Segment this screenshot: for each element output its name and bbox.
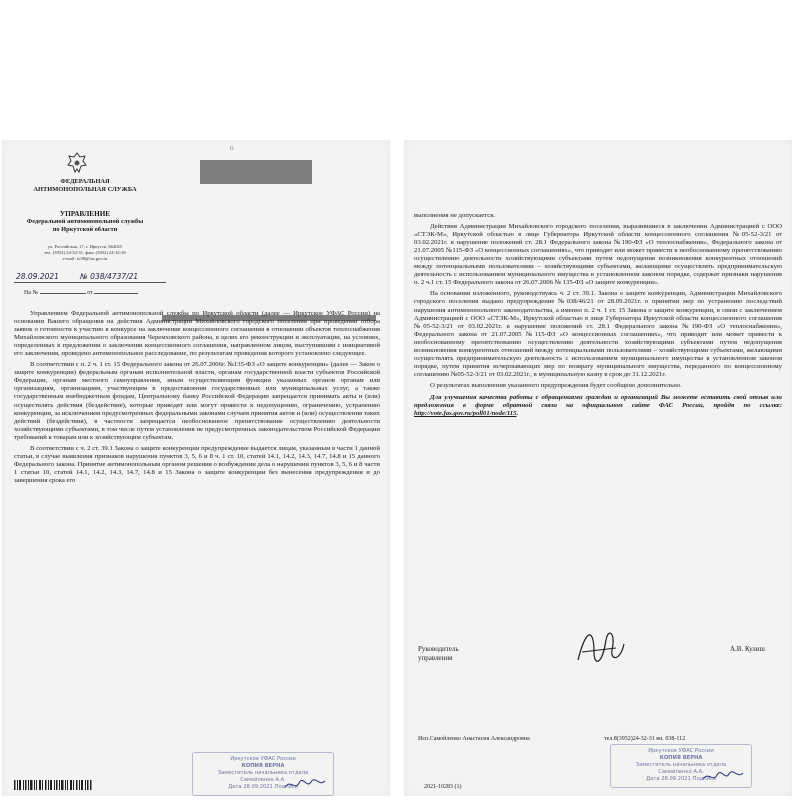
reference-from: от bbox=[87, 290, 93, 296]
date-number-underline bbox=[14, 282, 166, 283]
agency-header bbox=[10, 178, 160, 194]
paragraph-violation: Действия Администрации Михайловского городского поселения, выразившиеся в заключении Администрацией с ООО «СТЭК-М», Иркутской областью в лице Губернатора Иркутской области концессионного соглашения №05-52-3/21 от 03.02.2021г. в нарушение положений ст. 28.1 Федерального закона №190-ФЗ «О теплоснабжении», Федерального закона от 21.07.2005 №115-ФЗ «О концессионных соглашениях», что приводит или может привести к необоснованному препятствованию осуществлению деятельности хозяйствующими субъектами путем недопущения возникновения конкурентных отношений между потенциальными пользователями – хозяйствующими субъектами, желающими осуществлять предпринимательскую деятельность с использованием муниципального имущества в установленном законом порядке, содержат признаки нарушения п. 2 ч.1 ст. 15 Федерального закона от 26.07.2006 № 135-ФЗ «О защите конкуренции». bbox=[414, 223, 782, 287]
stamp-line-4: Самойленко А.А. bbox=[240, 777, 286, 783]
address: ул. Российская, 17, г. Иркутск, 664025 bbox=[47, 244, 123, 249]
letter-body-right bbox=[414, 212, 782, 418]
stamp2-line-4: Самойленко А.А. bbox=[658, 769, 704, 775]
stamp2-line-3: Заместитель начальника отдела bbox=[635, 762, 727, 768]
executor-phone: тел.8(3952)24-32-31 вн. 038-112 bbox=[604, 736, 686, 742]
feedback-note: Для улучшения качества работы с обращениями граждан и организаций Вы можете оставить свой отзыв или предложения в форме обратной связи на официальном сайте ФАС России, пройдя по ссылке: http://vote.fas.gov.ru/poll01/node/115. bbox=[414, 393, 782, 418]
letter-page-2 bbox=[404, 140, 792, 796]
certified-copy-stamp bbox=[192, 752, 334, 796]
executor-name: Исп.Самойленко Анастасия Александровна bbox=[418, 736, 530, 742]
feedback-note-text: Для улучшения качества работы с обращениями граждан и организаций Вы можете оставить свой отзыв или предложения в форме обратной связи на официальном сайте ФАС России, пройдя по ссылке: bbox=[414, 393, 782, 410]
reference-date-blank bbox=[94, 293, 138, 294]
paragraph-intro: Управлением Федеральной антимонопольной службы по Иркутской области (далее — Иркутское УФАС России) на основании Вашего обращения на действия Администрации Михайловского городского поселения при проведении отбора заявок о готовности к участию в конкурсе на заключение концессионного соглашения в отношении объектов теплоснабжения Михайловского муниципального образования Черемховского района, в целях его реконструкции и эксплуатации, на условиях, определенных в предложении о заключении концессионного соглашения, направленном лицом, выступившим с инициативой его заключения, проведено антимонопольное расследование, по результатам проведения которого установлено следующее. bbox=[14, 310, 380, 358]
stamp-line-2: КОПИЯ ВЕРНА bbox=[241, 763, 285, 769]
stamp-line-1: Иркутское УФАС России bbox=[230, 756, 296, 762]
department-line-2: Федеральной антимонопольной службы bbox=[26, 218, 144, 225]
reference-blank bbox=[40, 293, 86, 294]
certified-copy-stamp-2 bbox=[610, 744, 752, 788]
department-line-1: УПРАВЛЕНИЕ bbox=[59, 210, 111, 218]
agency-line-1: ФЕДЕРАЛЬНАЯ bbox=[60, 178, 110, 185]
stamp-line-3: Заместитель начальника отдела bbox=[217, 770, 309, 776]
signer-title-line-1: Руководитель bbox=[418, 645, 459, 653]
department-header bbox=[10, 210, 160, 234]
stamp2-line-5: Дата 28.09.2021 Подпись bbox=[646, 776, 716, 782]
paragraph-warning: В соответствии с ч. 2 ст. 39.1 Закона о защите конкуренции предупреждение выдается лицам, указанным в части 1 данной статьи, в случае выявления признаков нарушения пунктов 3, 5, 6 и 8 ч. 1 ст. 10, статей 14.1, 14.2, 14.3, 14.7, 14.8 и 15 данного Федерального закона. Принятие антимонопольным органом решения о возбуждении дела о нарушении пунктов 3, 5, 6 и 8 части 1 статьи 10, статей 14.1, 14.2, 14.3, 14.7, 14.8 и 15 Закона о защите конкуренции без вынесения предупреждения и до завершения срока его bbox=[14, 444, 380, 484]
agency-line-2: АНТИМОНОПОЛЬНАЯ СЛУЖБА bbox=[33, 186, 137, 193]
stamp2-line-2: КОПИЯ ВЕРНА bbox=[659, 755, 703, 761]
paragraph-continuation: выполнения не допускается. bbox=[414, 212, 495, 219]
stamp2-line-1: Иркутское УФАС России bbox=[648, 748, 714, 754]
redaction-block-top bbox=[200, 160, 312, 184]
page-mark: о bbox=[230, 144, 234, 152]
paragraph-warning-issued: На основании изложенного, руководствуясь ч. 2 ст. 39.1. Закона о защите конкуренции, Администрации Михайловского городского поселения выдано предупреждение №038/46/21 от 28.09.2021г. о принятии мер по устранению последствий нарушения антимонопольного законодательства, а именно п. 2 ч. 1 ст. 15 Закона о защите конкуренции, в связи с заключением Администрацией с ООО «СТЭК-М», Иркутской областью в лице Губернатора Иркутской области концессионного соглашения №05-52-3/21 от 03.02.2021г. в нарушение положений ст. 28.1 Федерального закона №190-ФЗ «О теплоснабжении», Федерального закона от 21.07.2005 №115-ФЗ «О концессионных соглашениях», что приводит или может привести к необоснованному препятствованию осуществлению деятельности хозяйствующими субъектами путем недопущения возникновения конкурентных отношений между потенциальными пользователями – хозяйствующими субъектами, желающими осуществлять предпринимательскую деятельность с использованием муниципального имущества в установленном законом порядке, путем принятия исчерпывающих мер по возврату муниципального имущества, переданного по концессионному соглашению №05-52-3/21 от 03.02.2021г., в муниципальную казну в срок до 31.12.2021г. bbox=[414, 290, 782, 378]
reference-line bbox=[24, 290, 138, 296]
contact-block bbox=[10, 244, 160, 262]
coat-of-arms-emblem bbox=[66, 152, 88, 174]
outgoing-number: № 038/4737/21 bbox=[80, 272, 139, 281]
paragraph-results: О результатах выполнения указанного предупреждения будет сообщено дополнительно. bbox=[430, 381, 682, 389]
stamp2-signature bbox=[701, 769, 745, 783]
head-signature bbox=[572, 622, 626, 672]
stamp-line-5: Дата 28.09.2021 Подпись bbox=[228, 784, 298, 790]
stamp-signature bbox=[283, 777, 327, 791]
document-number: 2021-10283 (1) bbox=[424, 784, 462, 790]
signer-title bbox=[418, 645, 459, 663]
department-line-3: по Иркутской области bbox=[52, 226, 118, 233]
signer-title-line-2: управления bbox=[418, 654, 453, 662]
paragraph-law: В соответствии с п. 2 ч. 1 ст. 15 Федерального закона от 26.07.2006г. №135-ФЗ «О защите конкуренции» (далее — Закон о защите конкуренции) федеральным органам исполнительной власти, органам государственной власти субъектов Российской Федерации, органам местного самоуправления, иным осуществляющим функции указанных органов органам или организациям, организациям, участвующим в предоставлении государственных или муниципальных услуг, а также государственным внебюджетным фондам, Центральному банку Российской Федерации запрещается принимать акты и (или) осуществлять действия (бездействие), которые приводят или могут привести к недопущению, ограничению, устранению конкуренции, за исключением предусмотренных федеральными законами случаев принятия актов и (или) осуществления таких действий (бездействия), в частности запрещается необоснованное препятствование осуществлению деятельности хозяйствующими субъектами, в том числе путем установления не предусмотренных законодательством Российской Федерации требований к товарам или к хозяйствующим субъектам. bbox=[14, 361, 380, 441]
letter-body-left bbox=[14, 310, 380, 485]
phone-fax: тел. (3952) 24-32-31, факс (3952) 24-32-26 bbox=[44, 250, 126, 255]
outgoing-date: 28.09.2021 bbox=[16, 272, 59, 281]
signer-name: А.В. Кулиш bbox=[730, 645, 765, 653]
reference-label: На № bbox=[24, 290, 39, 296]
email: e-mail: to38@fas.gov.ru bbox=[62, 256, 108, 261]
barcode bbox=[14, 780, 92, 790]
feedback-link[interactable]: http://vote.fas.gov.ru/poll01/node/115 bbox=[414, 410, 517, 418]
letter-page-1 bbox=[2, 140, 390, 796]
